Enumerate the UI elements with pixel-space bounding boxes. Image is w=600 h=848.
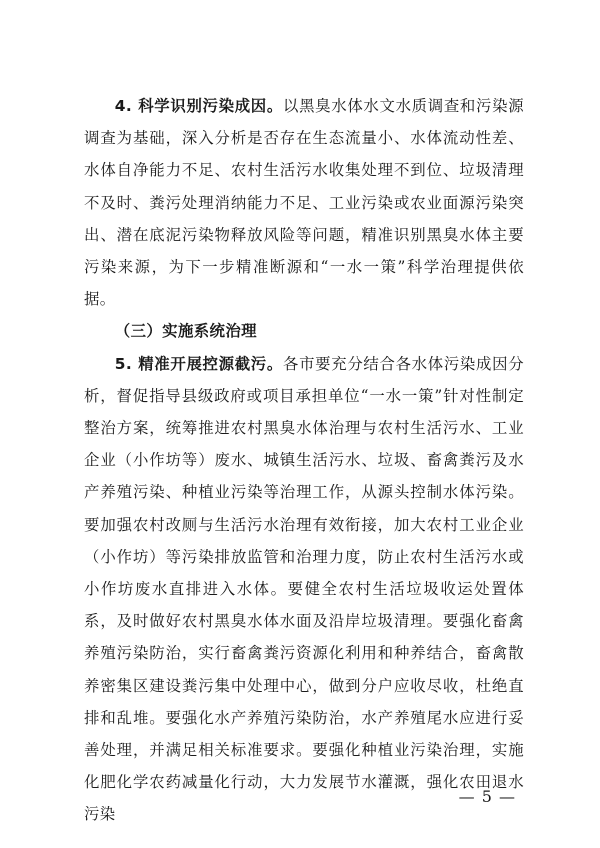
item-4-body: 以黑臭水体水文水质调查和污染源调查为基础，深入分析是否存在生态流量小、水体流动性差、水体自净能力不足、农村生活污水收集处理不到位、垃圾清理不及时、粪污处理消纳能力不足、工业污染或农业面源污染突出、潜在底泥污染物释放风险等问题，精准识别黑臭水体主要污染来源，为下一步精准断源和“一水一策”科学治理提供依据。 [84, 97, 524, 309]
paragraph-item-4 [84, 90, 524, 315]
page-number: — 5 — [458, 787, 516, 806]
item-5-body: 各市要充分结合各水体污染成因分析，督促指导县级政府或项目承担单位“一水一策”针对性制定整治方案，统筹推进农村黑臭水体治理与农村生活污水、工业企业（小作坊等）废水、城镇生活污水、垃圾、畜禽粪污及水产养殖污染、种植业污染等治理工作，从源头控制水体污染。要加强农村改厕与生活污水治理有效衔接，加大农村工业企业（小作坊）等污染排放监管和治理力度，防止农村生活污水或小作坊废水直排进入水体。要健全农村生活垃圾收运处置体系，及时做好农村黑臭水体水面及沿岸垃圾清理。要强化畜禽养殖污染防治，实行畜禽粪污资源化利用和种养结合，畜禽散养密集区建设粪污集中处理中心，做到分户应收尽收，杜绝直排和乱堆。要强化水产养殖污染防治，水产养殖尾水应进行妥善处理，并满足相关标准要求。要强化种植业污染治理，实施化肥化学农药减量化行动，大力发展节水灌溉，强化农田退水污染 [84, 354, 524, 824]
paragraph-item-5 [84, 348, 524, 831]
section-heading: （三）实施系统治理 [114, 322, 257, 341]
item-5-heading: 5. 精准开展控源截污。 [114, 354, 283, 373]
document-body [84, 90, 524, 831]
item-4-heading: 4. 科学识别污染成因。 [114, 97, 283, 115]
